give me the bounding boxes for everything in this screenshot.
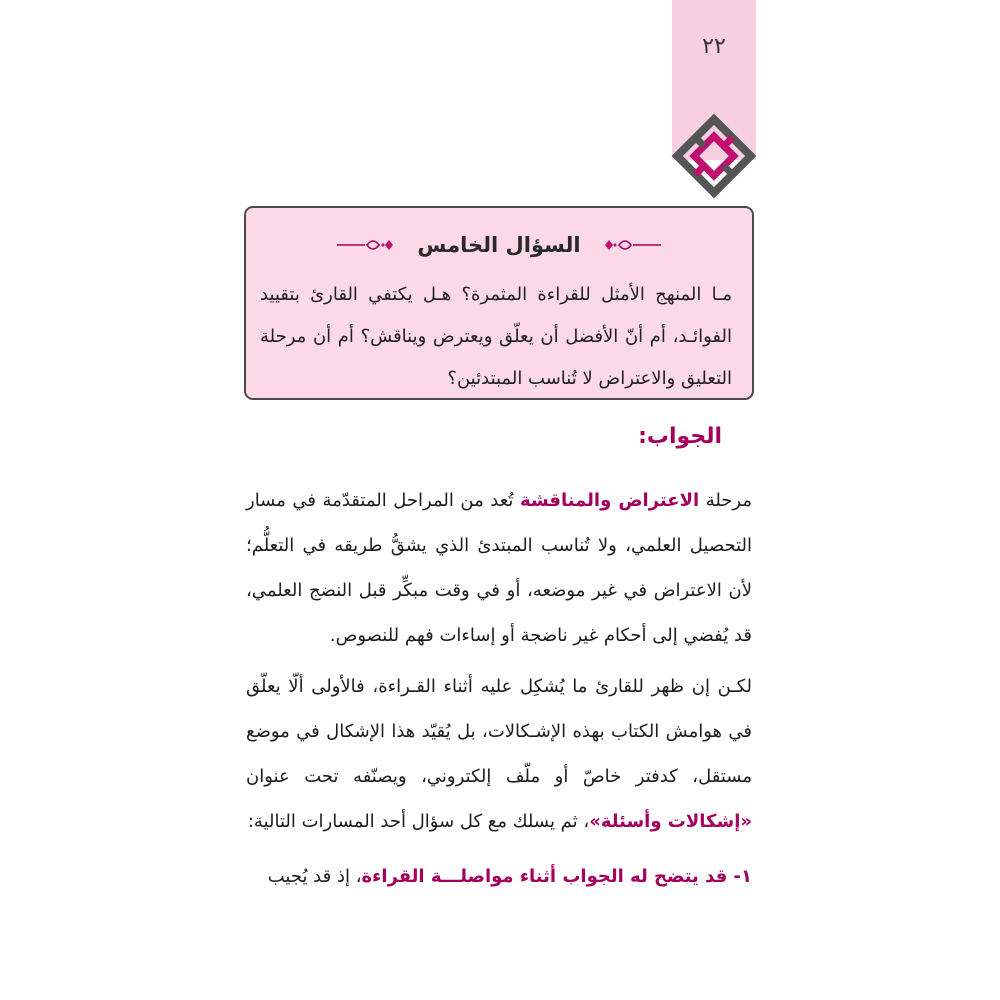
- left-flourish-icon: [337, 237, 407, 253]
- question-line-1: مـا المنهج الأمثل للقراءة المثمرة؟ هـل يكتفي القارئ بتقييد: [260, 284, 732, 305]
- answer-label: الجواب:: [638, 424, 722, 449]
- list-item-1: [246, 854, 752, 899]
- paragraph-1-rest: تُعد من المراحل المتقدّمة في مسار التحصيل العلمي، ولا تُناسب المبتدئ الذي يشقُّ طريقه في التعلُّم؛ لأن الاعتراض في غير موضعه، أو في وقت مبكِّر قبل النضج العلمي، قد يُفضي إلى أحكام غير ناضجة أو إساءات فهم للنصوص.: [246, 490, 752, 646]
- paragraph-1-prefix: مرحلة: [699, 490, 753, 511]
- question-line-3: التعليق والاعتراض لا تُناسب المبتدئين؟: [447, 368, 732, 389]
- right-flourish-icon: [591, 237, 661, 253]
- question-heading: [246, 228, 752, 262]
- paragraph-2-text: لكـن إن ظهر للقارئ ما يُشكِل عليه أثناء القـراءة، فالأولى ألّا يعلّق في هوامش الكتاب بهذه الإشـكالات، بل يُقيّد هذا الإشكال في موضع مستقل، كدفتر خاصّ أو ملّف إلكتروني، ويصنّفه تحت عنوان: [246, 676, 752, 787]
- paragraph-1: [246, 478, 752, 658]
- paragraph-2: [246, 664, 752, 844]
- question-box: [244, 206, 754, 400]
- list-item-1-rest: ، إذ قد يُجيب: [267, 866, 362, 887]
- paragraph-2-rest: ، ثم يسلك مع كل سؤال أحد المسارات التالية:: [247, 811, 590, 832]
- page-number: ٢٢: [702, 34, 726, 59]
- question-title: السؤال الخامس: [417, 233, 581, 257]
- paragraph-2-highlight: «إشكالات وأسئلة»: [589, 811, 752, 832]
- paragraph-1-highlight: الاعتراض والمناقشة: [519, 490, 700, 511]
- question-line-2: الفوائـد، أم أنّ الأفضل أن يعلّق ويعترض ويناقش؟ أم أن مرحلة: [260, 326, 732, 347]
- question-text: [260, 274, 732, 400]
- ornament-knot-icon: [666, 108, 762, 204]
- list-item-1-highlight: ١- قد يتضح له الجواب أثناء مواصلـــة القراءة: [361, 866, 752, 887]
